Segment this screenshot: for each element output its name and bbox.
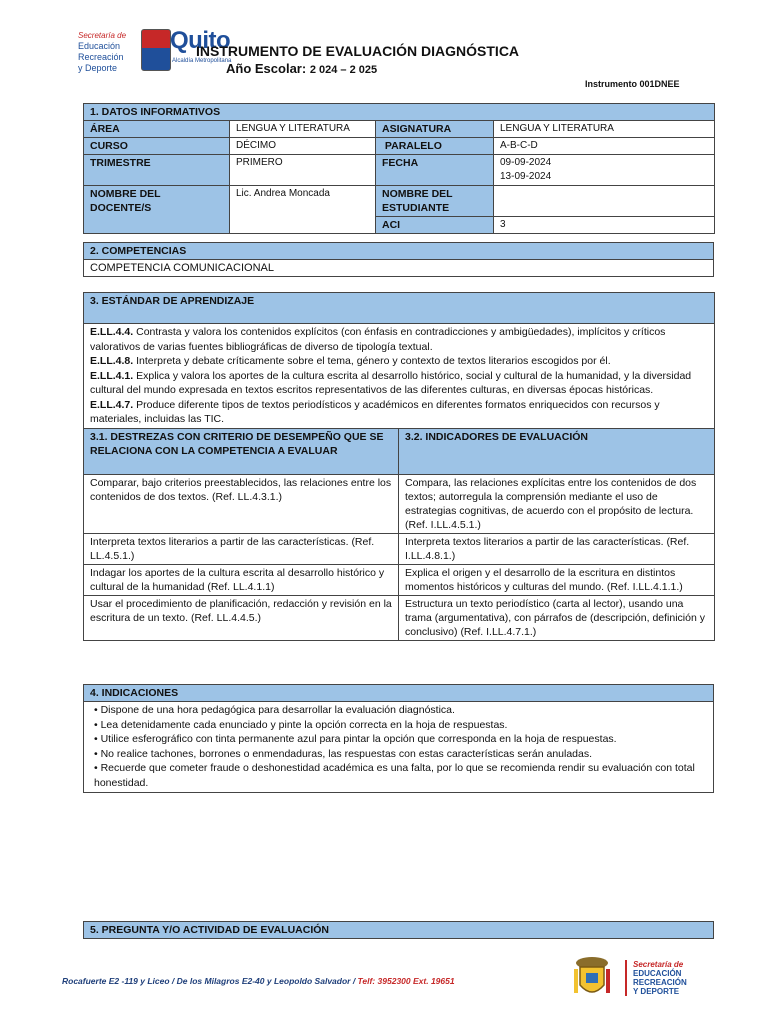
quito-shield-icon	[141, 29, 171, 71]
secretaria-logo-line: Recreación	[78, 52, 124, 62]
estandar-text: Produce diferente tipos de textos periodísticos y académicos en diferentes formatos enriquecidos con recursos y materiales, incluidas las TIC.	[90, 398, 660, 425]
quito-logo-subtitle: Alcaldía Metropolitana	[172, 58, 232, 64]
secretaria-logo-line: y Deporte	[78, 63, 118, 73]
datos-informativos-table	[83, 103, 715, 234]
footer-brand-line: Y DEPORTE	[633, 987, 680, 996]
indicacion-item: • Recuerde que cometer fraude o deshonestidad académica es una falta, por lo que se recomienda rendir su evaluación con total honestidad.	[90, 761, 707, 790]
estudiante-label: NOMBRE DEL ESTUDIANTE	[376, 186, 494, 217]
indicacion-item: • Lea detenidamente cada enunciado y pinte la opción correcta en la hoja de respuestas.	[90, 718, 707, 733]
fecha-label: FECHA	[376, 155, 494, 186]
estandar-list	[84, 324, 715, 429]
curso-value: DÉCIMO	[230, 138, 376, 155]
destreza-cell: Interpreta textos literarios a partir de las características. (Ref. LL.4.5.1.)	[84, 533, 399, 564]
school-year-value: 2 024 – 2 025	[309, 64, 378, 76]
section-heading: 5. PREGUNTA Y/O ACTIVIDAD DE EVALUACIÓN	[84, 922, 714, 939]
section-heading: 3. ESTÁNDAR DE APRENDIZAJE	[84, 293, 715, 324]
indicador-cell: Interpreta textos literarios a partir de las características. (Ref. I.LL.4.8.1.)	[399, 533, 715, 564]
paralelo-label: PARALELO	[376, 138, 494, 155]
indicadores-heading: 3.2. INDICADORES DE EVALUACIÓN	[399, 428, 715, 474]
estandar-code: E.LL.4.4.	[90, 326, 134, 338]
estandar-item	[90, 325, 708, 354]
section-heading: 1. DATOS INFORMATIVOS	[84, 104, 715, 121]
school-year	[226, 61, 377, 76]
estandar-item	[90, 398, 708, 427]
indicaciones-list	[84, 702, 714, 793]
area-value: LENGUA Y LITERATURA	[230, 121, 376, 138]
section-heading: 4. INDICACIONES	[84, 685, 714, 702]
secretaria-logo-line: Secretaría de	[78, 31, 127, 40]
estandar-text: Explica y valora los aportes de la cultura escrita al desarrollo histórico, social y cultural de la humanidad, y la diversidad cultural del mundo expresada en textos escritos representativos de las diferentes culturas, en diversas épocas históricas.	[90, 369, 692, 396]
estandar-code: E.LL.4.8.	[90, 355, 134, 367]
estandar-table	[83, 292, 715, 641]
estandar-item	[90, 354, 708, 369]
section-heading: 2. COMPETENCIAS	[84, 243, 714, 260]
indicacion-item: • Dispone de una hora pedagógica para desarrollar la evaluación diagnóstica.	[90, 703, 707, 718]
destreza-cell: Comparar, bajo criterios preestablecidos, las relaciones entre los contenidos de dos textos. (Ref. LL.4.3.1.)	[84, 474, 399, 533]
pregunta-table	[83, 921, 714, 939]
fecha-value	[494, 155, 715, 186]
footer-brand-line: RECREACIÓN	[633, 978, 687, 987]
estudiante-field[interactable]	[494, 186, 715, 217]
aci-label: ACI	[376, 217, 494, 234]
footer-address-text: Rocafuerte E2 -119 y Liceo / De los Milagros E2-40 y Leopoldo Salvador /	[62, 976, 358, 986]
indicacion-item: • No realice tachones, borrones o enmendaduras, las respuestas con estas características serán anuladas.	[90, 747, 707, 762]
trimestre-label: TRIMESTRE	[84, 155, 230, 186]
trimestre-value: PRIMERO	[230, 155, 376, 186]
indicador-cell: Estructura un texto periodístico (carta al lector), usando una trama (argumentativa), con párrafos de (descripción, definición y conclusivo) (Ref. I.LL.4.7.1.)	[399, 595, 715, 640]
secretaria-logo-line: Educación	[78, 41, 121, 51]
fecha-end: 13-09-2024	[500, 171, 552, 182]
estandar-code: E.LL.4.7.	[90, 398, 134, 411]
fecha-start: 09-09-2024	[500, 157, 552, 168]
estandar-item	[90, 369, 708, 398]
footer-address	[62, 976, 455, 986]
destrezas-heading: 3.1. DESTREZAS CON CRITERIO DE DESEMPEÑO QUE SE RELACIONA CON LA COMPETENCIA A EVALUAR	[84, 428, 399, 474]
quito-logo: Quito	[170, 27, 231, 54]
indicacion-item: • Utilice esferográfico con tinta permanente azul para pintar la opción que corresponda en la hoja de respuestas.	[90, 732, 707, 747]
destreza-cell: Usar el procedimiento de planificación, redacción y revisión en la escritura de un texto. (Ref. LL.4.4.5.)	[84, 595, 399, 640]
competencias-table	[83, 242, 714, 277]
aci-value: 3	[494, 217, 715, 234]
instrument-code: Instrumento 001DNEE	[585, 79, 680, 89]
asignatura-value: LENGUA Y LITERATURA	[494, 121, 715, 138]
competencia-value: COMPETENCIA COMUNICACIONAL	[84, 260, 714, 277]
estandar-text: Interpreta y debate críticamente sobre el tema, género y contexto de textos literarios escogidos por él.	[133, 355, 611, 367]
destreza-cell: Indagar los aportes de la cultura escrita al desarrollo histórico y cultural de la humanidad (Ref. LL.4.1.1)	[84, 564, 399, 595]
docente-label: NOMBRE DEL DOCENTE/S	[84, 186, 230, 234]
paralelo-value: A-B-C-D	[494, 138, 715, 155]
footer-phone: Telf: 3952300 Ext. 19651	[357, 976, 455, 986]
footer-brand-line: Secretaría de	[633, 960, 684, 969]
ecuador-coat-of-arms-icon	[572, 955, 612, 1001]
curso-label: CURSO	[84, 138, 230, 155]
indicaciones-table	[83, 684, 714, 793]
footer-brand-logo	[633, 960, 713, 996]
asignatura-label: ASIGNATURA	[376, 121, 494, 138]
document-title: INSTRUMENTO DE EVALUACIÓN DIAGNÓSTICA	[196, 43, 520, 59]
docente-value: Lic. Andrea Moncada	[230, 186, 376, 234]
footer-divider	[625, 960, 627, 996]
secretaria-logo	[78, 30, 134, 74]
footer-brand-line: EDUCACIÓN	[633, 969, 682, 978]
school-year-label: Año Escolar:	[226, 61, 307, 76]
estandar-text: Contrasta y valora los contenidos explícitos (con énfasis en contradicciones y ambigüedades), implícitos y críticos valorativos de varias fuentes bibliográficas de diverso de tipología textual.	[90, 326, 666, 353]
area-label: ÁREA	[84, 121, 230, 138]
indicador-cell: Compara, las relaciones explícitas entre los contenidos de dos textos; autorregula la comprensión mediante el uso de estrategias cognitivas, de acuerdo con el propósito de lectura. (Ref. I.LL.4.5.1.)	[399, 474, 715, 533]
indicador-cell: Explica el origen y el desarrollo de la escritura en distintos momentos históricos y culturas del mundo. (Ref. I.LL.4.1.1.)	[399, 564, 715, 595]
estandar-code: E.LL.4.1.	[90, 369, 134, 382]
